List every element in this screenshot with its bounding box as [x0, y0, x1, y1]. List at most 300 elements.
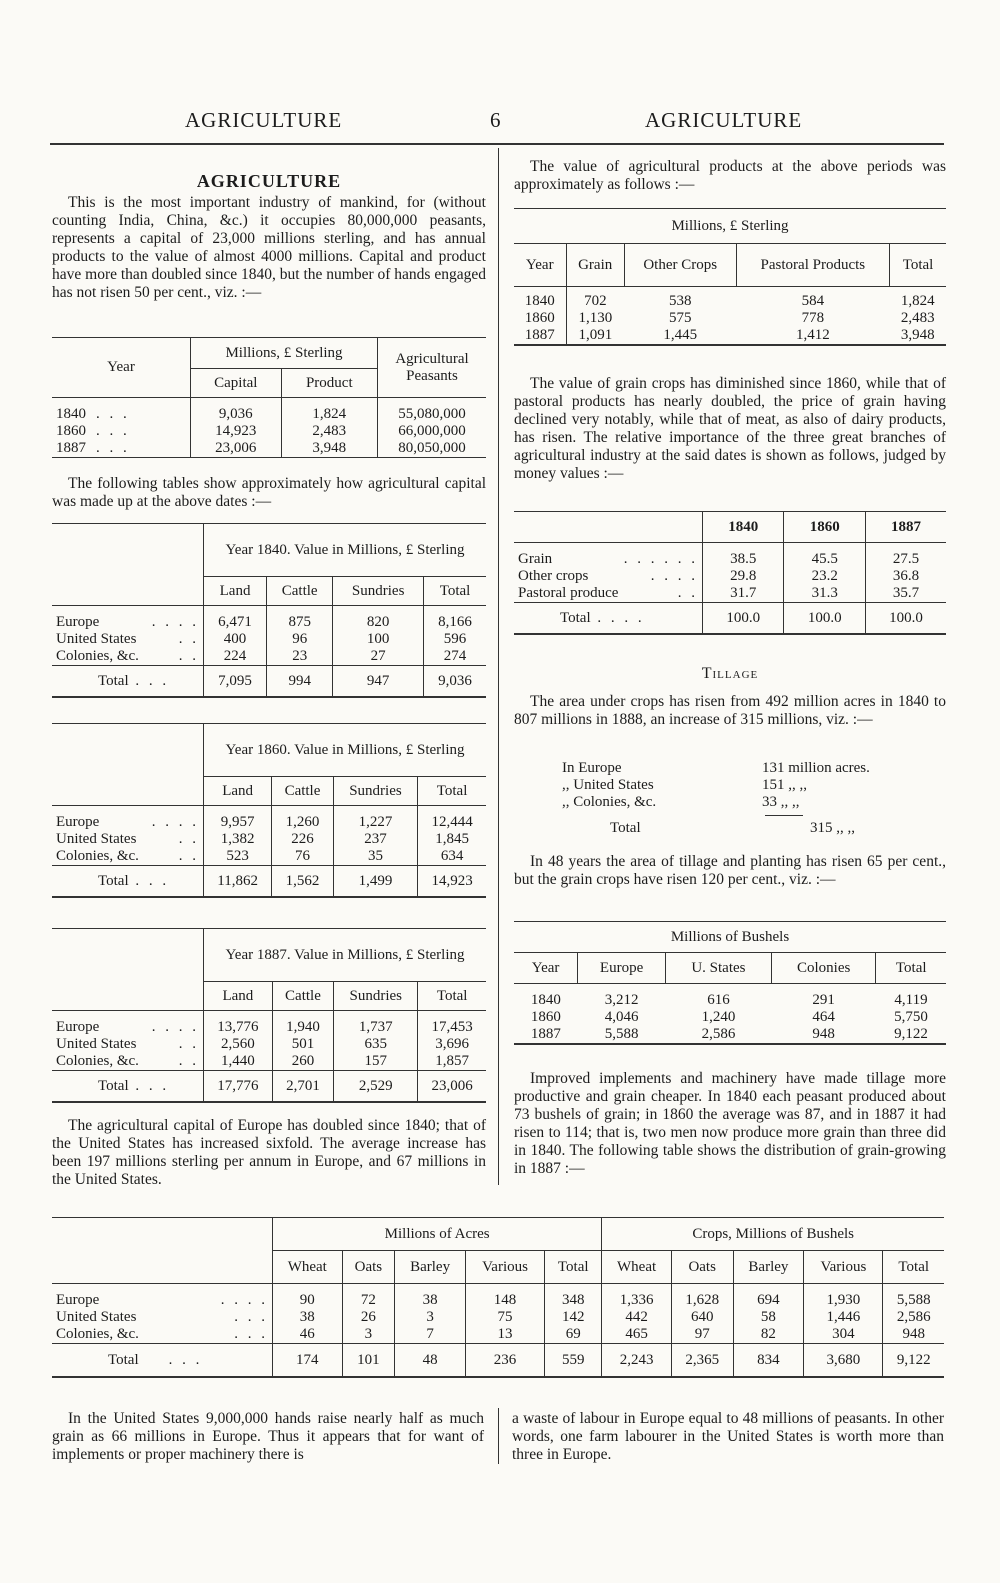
wide-col-header: Various	[804, 1251, 883, 1284]
cell-pastoral: 1,412	[795, 327, 830, 343]
pct-header-1840: 1840	[703, 512, 784, 543]
wide-total-cell: 236	[465, 1344, 544, 1378]
row-label	[52, 1053, 204, 1071]
table-row	[52, 1284, 944, 1310]
peasants-header: Agricultural Peasants	[378, 338, 487, 398]
cell-year: 1887	[524, 327, 555, 343]
table-row	[514, 543, 946, 569]
row-year-text: 1887	[56, 440, 86, 456]
row-product: 3,948	[281, 440, 377, 458]
leader-dots: . . .	[128, 872, 170, 889]
row-label-text: Colonies, &c.	[56, 1326, 139, 1342]
table-row	[52, 631, 486, 648]
tables-intro	[52, 475, 486, 511]
cell-v1860: 31.3	[784, 585, 865, 603]
total-label	[52, 866, 204, 898]
sundries-header: Sundries	[333, 577, 424, 606]
row-label	[52, 631, 204, 648]
capital-header: Capital	[191, 369, 282, 398]
cell-sundries: 157	[334, 1053, 418, 1071]
products-col-header: Other Crops	[624, 244, 736, 287]
row-label-text: United States	[56, 1036, 137, 1052]
cell-colonies: 291	[812, 992, 835, 1008]
tillage-item	[562, 760, 912, 777]
bushels-col-header: Year	[531, 959, 560, 976]
table-row	[514, 568, 946, 585]
wide-col-header: Barley	[395, 1251, 466, 1284]
table-row	[52, 606, 486, 632]
wide-cell: 304	[804, 1326, 883, 1344]
section-title: AGRICULTURE	[196, 171, 342, 191]
table-row	[52, 806, 486, 832]
leader-dots: . . .	[96, 406, 130, 422]
table-row	[514, 327, 946, 345]
wide-col-header: Various	[465, 1251, 544, 1284]
acres-group-header: Millions of Acres	[273, 1218, 602, 1251]
cell-sundries: 820	[333, 606, 424, 632]
row-year-text: 1840	[56, 406, 86, 422]
total-sundries: 947	[333, 666, 424, 698]
cell-v1840: 31.7	[703, 585, 784, 603]
total-label	[52, 666, 204, 698]
table-row	[514, 310, 946, 327]
cell-year: 1860	[524, 310, 555, 326]
wide-cell: 2,586	[883, 1309, 944, 1326]
wide-total-cell: 101	[342, 1344, 395, 1378]
capital-table-1840	[52, 523, 486, 698]
wide-total-cell: 48	[395, 1344, 466, 1378]
row-capital: 9,036	[191, 398, 282, 424]
row-label-text: Europe	[56, 1019, 100, 1035]
caption-1860: Year 1860. Value in Millions, £ Sterling	[204, 724, 487, 777]
row-label-text: Europe	[56, 814, 100, 830]
wide-total-cell: 9,122	[883, 1344, 944, 1378]
left-closing	[52, 1117, 486, 1189]
row-label	[52, 606, 204, 632]
wide-cell: 1,930	[804, 1284, 883, 1310]
cell-v1840: 29.8	[703, 568, 784, 585]
cell-cattle: 260	[272, 1053, 333, 1071]
row-peasants: 55,080,000	[378, 398, 487, 424]
cell-cattle: 1,260	[272, 806, 334, 832]
land-header: Land	[204, 577, 267, 606]
row-label-text: Grain	[518, 551, 553, 567]
wide-cell: 3	[395, 1309, 466, 1326]
cell-us: 616	[707, 992, 730, 1008]
table-row	[514, 984, 946, 1010]
wide-cell: 7	[395, 1326, 466, 1344]
leader-dots: . .	[178, 848, 199, 864]
years-paragraph-block	[514, 853, 946, 889]
row-capital: 23,006	[191, 440, 282, 458]
table-row	[52, 1036, 486, 1053]
row-label-text: Colonies, &c.	[56, 1053, 139, 1069]
leader-dots: . . .	[234, 1309, 268, 1325]
cell-other: 538	[668, 293, 692, 309]
leader-dots: . . .	[96, 440, 130, 456]
row-year-text: 1860	[56, 423, 86, 439]
total-land: 17,776	[204, 1071, 273, 1103]
total-v1887: 100.0	[865, 603, 946, 635]
table-row	[514, 287, 946, 311]
cell-v1887: 27.5	[865, 543, 946, 569]
total-header: Total	[418, 982, 486, 1011]
leader-dots: . .	[677, 585, 698, 601]
row-capital: 14,923	[191, 423, 282, 440]
running-head-right: AGRICULTURE	[645, 108, 803, 132]
wide-cell: 46	[273, 1326, 343, 1344]
wide-cell: 97	[671, 1326, 733, 1344]
cell-sundries: 635	[334, 1036, 418, 1053]
land-header: Land	[204, 777, 272, 806]
tillage-item	[562, 794, 912, 811]
row-year	[52, 423, 191, 440]
products-group-header: Millions, £ Sterling	[671, 217, 789, 234]
table-row	[52, 398, 486, 424]
cell-colonies: 464	[812, 1009, 835, 1025]
cell-cattle: 1,940	[272, 1011, 333, 1037]
total-v1860: 100.0	[784, 603, 865, 635]
row-label	[52, 806, 204, 832]
cell-total: 12,444	[418, 806, 486, 832]
years-paragraph: In 48 years the area of tillage and planting has risen 65 per cent., but the grain crops have risen 120 per cent., viz. :—	[514, 853, 946, 888]
cell-sundries: 35	[333, 848, 417, 866]
wide-total-cell: 2,243	[602, 1344, 672, 1378]
wide-col-header: Wheat	[273, 1251, 343, 1284]
cell-total: 634	[418, 848, 486, 866]
cell-year: 1840	[524, 293, 555, 309]
total-label	[514, 603, 703, 635]
cell-europe: 4,046	[604, 1009, 639, 1025]
wide-col-header: Total	[883, 1251, 944, 1284]
total-label	[52, 1071, 204, 1103]
wide-cell: 72	[342, 1284, 395, 1310]
cell-land: 9,957	[204, 806, 272, 832]
wide-cell: 69	[545, 1326, 602, 1344]
table-row	[514, 1026, 946, 1044]
bushels-group-header: Millions of Bushels	[514, 922, 946, 953]
table-row	[52, 1053, 486, 1071]
total-cattle: 994	[267, 666, 333, 698]
cell-land: 13,776	[204, 1011, 273, 1037]
cell-total: 3,696	[418, 1036, 486, 1053]
total-cattle: 1,562	[272, 866, 334, 898]
wide-cell: 1,336	[602, 1284, 672, 1310]
wide-cell: 58	[733, 1309, 804, 1326]
leader-dots: . . .	[128, 1077, 170, 1094]
bushels-col-header: U. States	[665, 953, 771, 984]
footer-right-text: a waste of labour in Europe equal to 48 millions of peasants. In other words, one farm labourer in the United States is worth more than three in Europe.	[512, 1410, 944, 1463]
total-label-text: Total	[98, 872, 129, 889]
wide-cell: 38	[395, 1284, 466, 1310]
total-row	[52, 1344, 944, 1378]
cell-total: 2,483	[900, 310, 935, 326]
wide-cell: 75	[465, 1309, 544, 1326]
row-label	[514, 543, 703, 569]
row-label	[52, 1284, 273, 1310]
row-label	[514, 585, 703, 603]
cell-v1860: 23.2	[784, 568, 865, 585]
tillage-item-label	[562, 777, 762, 794]
wide-cell: 142	[545, 1309, 602, 1326]
products-col-header: Total	[890, 244, 946, 287]
row-peasants: 80,050,000	[378, 440, 487, 458]
cell-v1887: 35.7	[865, 585, 946, 603]
wide-total-cell: 559	[545, 1344, 602, 1378]
cell-land: 1,382	[204, 831, 272, 848]
intro-paragraph: This is the most important industry of mankind, for (without counting India, China, &c.) it occupies 80,000,000 peasants, represents a capital of 23,000 millions sterling, and has annual products to the value of almost 4000 millions. Capital and product have more than doubled since 1840, but the number of hands engaged has not risen 50 per cent., viz. :—	[52, 194, 486, 301]
row-label-text: Europe	[56, 1292, 100, 1308]
header-rule	[50, 143, 944, 145]
table-row	[52, 848, 486, 866]
tillage-total-label: Total	[610, 820, 641, 836]
tillage-item-label-text: ,, United States	[562, 777, 654, 793]
tillage-item-value: 151 ,, ,,	[762, 777, 807, 793]
row-label-text: Pastoral produce	[518, 585, 619, 601]
leader-dots: . .	[178, 1053, 199, 1069]
products-table	[514, 208, 946, 346]
row-label	[52, 648, 204, 666]
bushels-col-header: Colonies	[771, 953, 876, 984]
tillage-title: Tillage	[701, 665, 759, 682]
bushels-col-header: Europe	[578, 953, 666, 984]
grain-paragraph: The value of grain crops has diminished since 1860, while that of pastoral products has nearly doubled, the price of grain having declined very notably, while that of meat, as also of dairy products, has risen. The relative importance of the three great branches of agricultural industry at the said dates is shown as follows, judged by money values :—	[514, 375, 946, 482]
leader-dots: . . .	[234, 1326, 268, 1342]
cell-cattle: 875	[267, 606, 333, 632]
crops-group-header: Crops, Millions of Bushels	[602, 1218, 944, 1251]
pct-header-1887: 1887	[865, 512, 946, 543]
total-total: 14,923	[418, 866, 486, 898]
row-label-text: Europe	[56, 614, 100, 630]
cell-v1860: 45.5	[784, 543, 865, 569]
cell-land: 6,471	[204, 606, 267, 632]
total-label-text: Total	[98, 1077, 129, 1094]
page-number: 6	[490, 108, 502, 132]
total-label-text: Total	[560, 609, 591, 626]
footer-right-block	[512, 1410, 944, 1464]
caption-1887: Year 1887. Value in Millions, £ Sterling	[204, 929, 487, 982]
cell-total: 3,948	[900, 327, 935, 343]
cell-year: 1860	[530, 1009, 561, 1025]
cell-total: 596	[424, 631, 486, 648]
grain-distribution-table	[52, 1217, 944, 1378]
tillage-item	[562, 777, 912, 794]
cell-cattle: 76	[272, 848, 334, 866]
wide-cell: 26	[342, 1309, 395, 1326]
cell-grain: 1,091	[566, 327, 624, 345]
leader-dots: . . . .	[151, 1019, 199, 1035]
row-label	[52, 1309, 273, 1326]
cell-colonies: 948	[812, 1026, 835, 1042]
leader-dots: . . .	[168, 1351, 203, 1368]
cell-other: 575	[668, 310, 692, 326]
capital-table-1887	[52, 928, 486, 1103]
cattle-header: Cattle	[272, 982, 333, 1011]
cell-total: 1,857	[418, 1053, 486, 1071]
products-col-header: Year	[525, 257, 554, 273]
row-label-text: United States	[56, 631, 137, 647]
cell-cattle: 96	[267, 631, 333, 648]
row-label-text: Colonies, &c.	[56, 848, 139, 864]
cell-us: 2,586	[701, 1026, 736, 1042]
cell-europe: 3,212	[604, 992, 639, 1008]
cell-sundries: 1,227	[333, 806, 417, 832]
products-intro-text: The value of agricultural products at the above periods was approximately as follows :—	[514, 158, 946, 193]
cell-cattle: 23	[267, 648, 333, 666]
table-row	[52, 423, 486, 440]
tables-intro-text: The following tables show approximately how agricultural capital was made up at the above dates :—	[52, 475, 486, 510]
table-row	[52, 831, 486, 848]
wide-total-cell: 3,680	[804, 1344, 883, 1378]
wide-cell: 948	[883, 1326, 944, 1344]
sundries-header: Sundries	[333, 777, 417, 806]
wide-cell: 694	[733, 1284, 804, 1310]
cell-grain: 702	[566, 287, 624, 311]
cell-sundries: 27	[333, 648, 424, 666]
improved-paragraph: Improved implements and machinery have made tillage more productive and grain cheaper. In 1840 each peasant produced about 73 bushels of grain; in 1860 the average was 87, and in 1887 it had risen to 114; that is, two men now produce more grain than three did in 1840. The following table shows the distribution of grain-growing in 1887 :—	[514, 1070, 946, 1177]
wide-cell: 465	[602, 1326, 672, 1344]
tillage-total-value: 315 ,, ,,	[810, 820, 855, 836]
pct-header-1860: 1860	[784, 512, 865, 543]
cell-pastoral: 584	[801, 293, 825, 309]
row-label-text: Colonies, &c.	[56, 648, 139, 664]
grain-paragraph-block	[514, 375, 946, 483]
cell-total: 8,166	[424, 606, 486, 632]
products-col-header: Grain	[566, 244, 624, 287]
total-label-text: Total	[108, 1351, 139, 1368]
cell-sundries: 237	[333, 831, 417, 848]
row-label-text: United States	[56, 1309, 137, 1325]
cell-total: 274	[424, 648, 486, 666]
table-row	[52, 440, 486, 458]
total-v1840: 100.0	[703, 603, 784, 635]
percent-table	[514, 511, 946, 635]
table-row	[52, 648, 486, 666]
row-product: 2,483	[281, 423, 377, 440]
wide-cell: 442	[602, 1309, 672, 1326]
total-land: 7,095	[204, 666, 267, 698]
cattle-header: Cattle	[272, 777, 334, 806]
row-label-text: United States	[56, 831, 137, 847]
leader-dots: . . . . . .	[623, 551, 698, 567]
tillage-item-label-text: ,, Colonies, &c.	[562, 794, 657, 810]
wide-col-header: Total	[545, 1251, 602, 1284]
cell-pastoral: 778	[801, 310, 825, 326]
wide-total-cell: 834	[733, 1344, 804, 1378]
millions-header: Millions, £ Sterling	[191, 338, 378, 369]
cell-year: 1887	[530, 1026, 561, 1042]
wide-cell: 1,446	[804, 1309, 883, 1326]
wide-col-header: Oats	[671, 1251, 733, 1284]
product-header: Product	[281, 369, 377, 398]
cell-land: 400	[204, 631, 267, 648]
tillage-list	[562, 760, 912, 837]
wide-cell: 1,628	[671, 1284, 733, 1310]
cell-total: 9,122	[894, 1026, 928, 1042]
cell-sundries: 1,737	[334, 1011, 418, 1037]
cell-grain: 1,130	[566, 310, 624, 327]
cell-v1840: 38.5	[703, 543, 784, 569]
cell-sundries: 100	[333, 631, 424, 648]
wide-col-header: Oats	[342, 1251, 395, 1284]
cell-total: 5,750	[894, 1009, 928, 1025]
cell-us: 1,240	[701, 1009, 736, 1025]
cell-land: 2,560	[204, 1036, 273, 1053]
total-total: 9,036	[424, 666, 486, 698]
wide-cell: 5,588	[883, 1284, 944, 1310]
products-intro	[514, 158, 946, 194]
tillage-paragraph-block	[514, 693, 946, 729]
cell-land: 523	[204, 848, 272, 866]
sundries-header: Sundries	[334, 982, 418, 1011]
tillage-item-label	[562, 760, 762, 777]
total-sundries: 1,499	[333, 866, 417, 898]
year-header: Year	[107, 359, 135, 375]
leader-dots: . . . .	[151, 814, 199, 830]
wide-col-header: Barley	[733, 1251, 804, 1284]
leader-dots: . . . .	[220, 1292, 268, 1308]
column-divider	[498, 148, 499, 1185]
footer-divider	[498, 1408, 499, 1464]
table-row	[52, 1011, 486, 1037]
cell-other: 1,445	[663, 327, 698, 343]
cell-europe: 5,588	[604, 1026, 639, 1042]
wide-cell: 640	[671, 1309, 733, 1326]
tillage-item-label-text: In Europe	[562, 760, 622, 776]
tillage-item-label	[562, 794, 762, 811]
footer-left-block	[52, 1410, 484, 1464]
total-header: Total	[424, 577, 486, 606]
leader-dots: . .	[178, 831, 199, 847]
cell-cattle: 226	[272, 831, 334, 848]
wide-cell: 82	[733, 1326, 804, 1344]
row-label-text: Other crops	[518, 568, 589, 584]
cell-land: 1,440	[204, 1053, 273, 1071]
wide-cell: 148	[465, 1284, 544, 1310]
cell-cattle: 501	[272, 1036, 333, 1053]
total-row	[52, 1071, 486, 1103]
cell-year: 1840	[530, 992, 561, 1008]
tillage-item-value: 131 million acres.	[762, 760, 870, 776]
table-row	[52, 1309, 944, 1326]
total-land: 11,862	[204, 866, 272, 898]
products-col-header: Pastoral Products	[736, 244, 889, 287]
leader-dots: . .	[178, 648, 199, 664]
wide-cell: 38	[273, 1309, 343, 1326]
leader-dots: . . .	[96, 423, 130, 439]
caption-1840: Year 1840. Value in Millions, £ Sterling	[204, 524, 487, 577]
land-header: Land	[204, 982, 273, 1011]
cell-total: 4,119	[894, 992, 928, 1008]
cell-v1887: 36.8	[865, 568, 946, 585]
wide-cell: 3	[342, 1326, 395, 1344]
row-label	[52, 1011, 204, 1037]
leader-dots: . . . .	[151, 614, 199, 630]
cell-land: 224	[204, 648, 267, 666]
row-label	[52, 831, 204, 848]
row-label	[514, 568, 703, 585]
wide-total-cell: 174	[273, 1344, 343, 1378]
total-total: 23,006	[418, 1071, 486, 1103]
row-year	[52, 440, 191, 458]
total-row	[514, 603, 946, 635]
improved-paragraph-block	[514, 1070, 946, 1178]
row-label	[52, 1036, 204, 1053]
capital-table-1860	[52, 723, 486, 898]
row-peasants: 66,000,000	[378, 423, 487, 440]
cell-total: 1,845	[418, 831, 486, 848]
capital-product-table	[52, 337, 486, 458]
